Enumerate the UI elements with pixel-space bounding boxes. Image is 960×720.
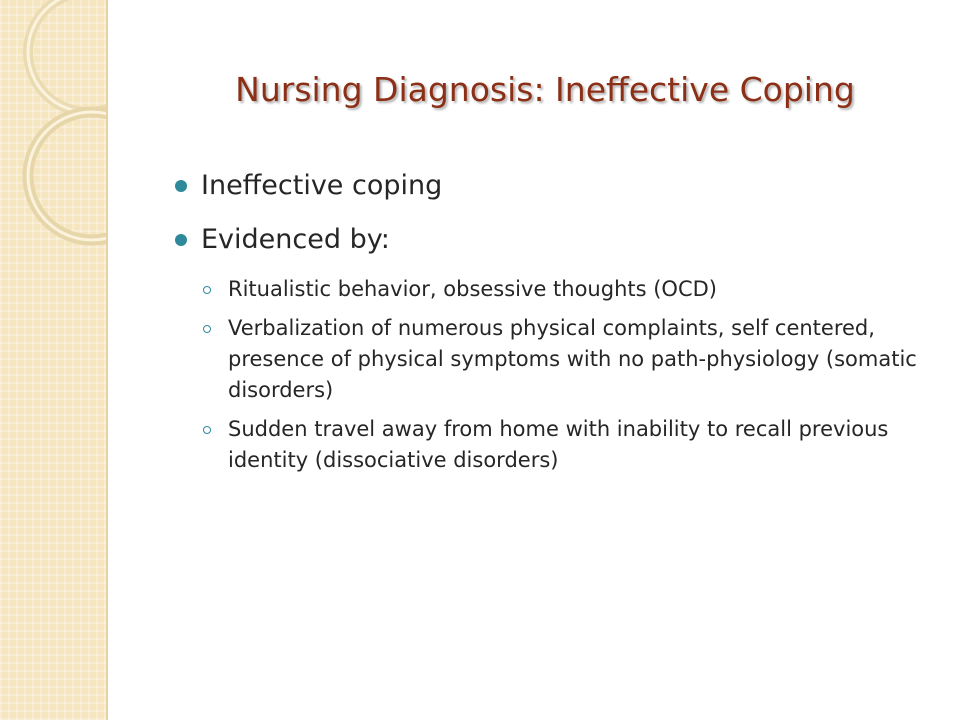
sub-bullet-item [203, 313, 935, 406]
sub-bullet-ring-icon [203, 286, 211, 294]
decorative-rings [0, 0, 106, 720]
sub-bullet-ring-icon [203, 426, 211, 434]
bullet-text: Evidenced by: [201, 224, 390, 255]
sub-bullet-item [203, 274, 935, 305]
sub-bullet-text: Ritualistic behavior, obsessive thoughts (OCD) [228, 277, 717, 301]
bullet-dot-icon [175, 234, 187, 246]
sub-bullet-text: Verbalization of numerous physical complaints, self centered, presence of physical symptoms with no path-physiology (somatic disorders) [228, 316, 917, 402]
bullet-item [175, 166, 935, 206]
decorative-sidebar [0, 0, 106, 720]
ring-lower [28, 112, 106, 240]
sub-bullet-text: Sudden travel away from home with inability to recall previous identity (dissociative disorders) [228, 417, 889, 472]
slide-content [175, 166, 935, 484]
sub-bullet-item [203, 414, 935, 476]
sidebar-edge [106, 0, 108, 720]
bullet-text: Ineffective coping [201, 170, 443, 201]
bullet-item [175, 220, 935, 260]
bullet-dot-icon [175, 180, 187, 192]
sub-bullet-ring-icon [203, 325, 211, 333]
slide-title: Nursing Diagnosis: Ineffective Coping [235, 70, 855, 109]
